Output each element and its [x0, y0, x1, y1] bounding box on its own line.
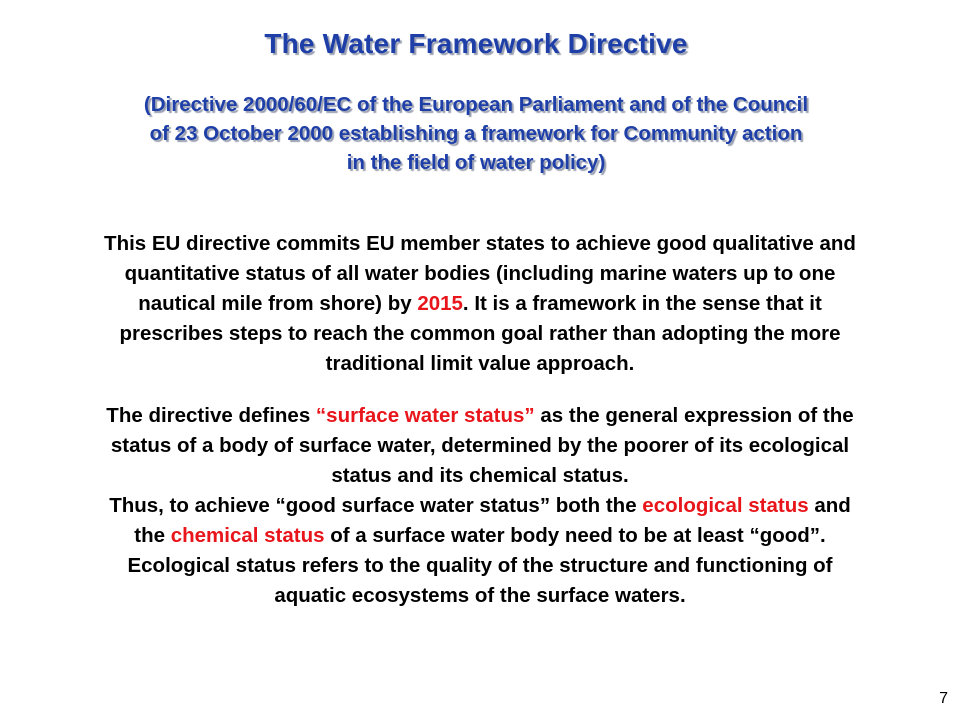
directive-subtitle — [0, 90, 952, 177]
paragraph1-line-4: prescribes steps to reach the common goal rather than adopting the more — [119, 322, 841, 345]
subtitle-line-1: (Directive 2000/60/EC of the European Parliament and of the Council — [143, 93, 809, 116]
paragraph1-line-3 — [20, 289, 940, 319]
subtitle-line-2: of 23 October 2000 establishing a framework for Community action — [149, 122, 803, 145]
term-ecological-status: ecological status — [642, 494, 809, 517]
paragraph2-line-2: status of a body of surface water, determined by the poorer of its ecological — [110, 434, 850, 457]
paragraph1-line-5: traditional limit value approach. — [325, 352, 635, 375]
paragraph2-line-4-end: and — [808, 494, 851, 517]
paragraph-directive-commitment — [20, 229, 940, 379]
paragraph2-line-1-end: as the general expression of the — [534, 404, 854, 427]
term-surface-water-status: “surface water status” — [315, 404, 535, 427]
paragraph2-line-4 — [20, 491, 940, 521]
paragraph2-line-5-start: the — [134, 524, 171, 547]
paragraph2-line-7: aquatic ecosystems of the surface waters. — [274, 584, 686, 607]
paragraph2-line-1 — [20, 401, 940, 431]
subtitle-line-3: in the field of water policy) — [346, 151, 606, 174]
paragraph1-line-3-start: nautical mile from shore) by — [138, 292, 418, 315]
target-year: 2015 — [417, 292, 463, 315]
paragraph2-line-6: Ecological status refers to the quality of the structure and functioning of — [127, 554, 833, 577]
slide-title: The Water Framework Directive — [264, 28, 688, 59]
paragraph1-line-1: This EU directive commits EU member states to achieve good qualitative and — [104, 232, 856, 255]
paragraph2-line-3: status and its chemical status. — [331, 464, 629, 487]
paragraph2-line-1-start: The directive defines — [106, 404, 316, 427]
paragraph2-line-4-start: Thus, to achieve “good surface water status” both the — [109, 494, 643, 517]
page-number: 7 — [939, 690, 948, 707]
paragraph1-line-3-end: . It is a framework in the sense that it — [462, 292, 822, 315]
paragraph1-line-2: quantitative status of all water bodies (including marine waters up to one — [124, 262, 836, 285]
term-chemical-status: chemical status — [170, 524, 325, 547]
paragraph2-line-5-end: of a surface water body need to be at least “good”. — [324, 524, 826, 547]
paragraph2-line-5 — [20, 521, 940, 551]
paragraph-surface-water-status — [20, 401, 940, 611]
